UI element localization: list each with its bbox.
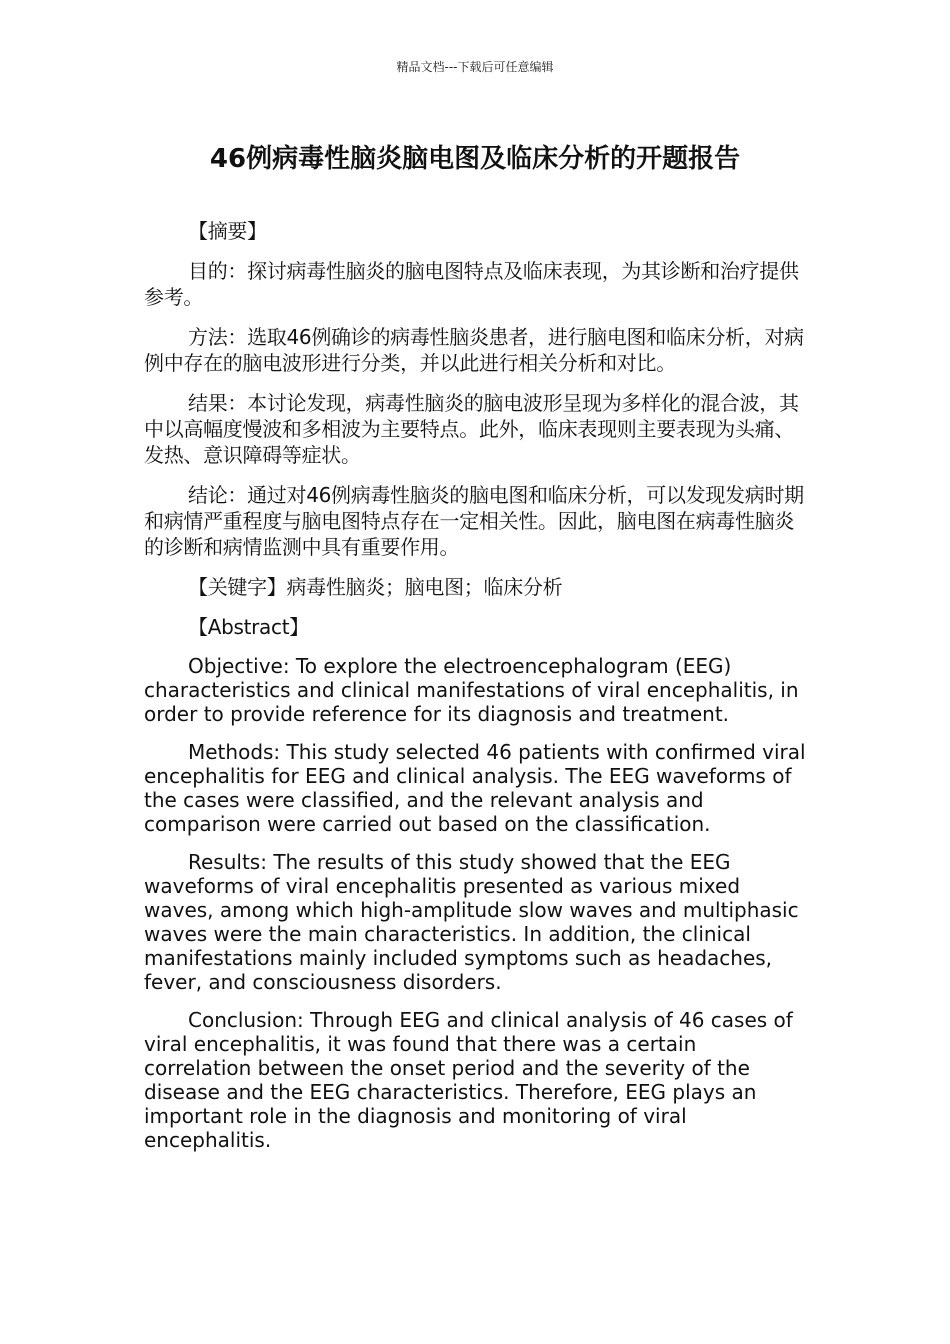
en-conclusion-paragraph: Conclusion: Through EEG and clinical analysis of 46 cases of viral encephalitis, it was found that there was a certain correlation between the onset period and the severity of the disease and the EEG characteristics. Therefore, EEG plays an important role in the diagnosis and monitoring of viral encephalitis. [144, 1008, 793, 1152]
zh-abstract-heading: 【摘要】 [188, 219, 267, 243]
zh-methods-paragraph: 方法：选取46例确诊的病毒性脑炎患者，进行脑电图和临床分析，对病例中存在的脑电波形进行分类，并以此进行相关分析和对比。 [144, 325, 804, 375]
zh-objective-paragraph: 目的：探讨病毒性脑炎的脑电图特点及临床表现，为其诊断和治疗提供参考。 [144, 259, 799, 309]
zh-conclusion-paragraph: 结论：通过对46例病毒性脑炎的脑电图和临床分析，可以发现发病时期和病情严重程度与脑电图特点存在一定相关性。因此，脑电图在病毒性脑炎的诊断和病情监测中具有重要作用。 [144, 483, 804, 559]
en-methods-paragraph: Methods: This study selected 46 patients with confirmed viral encephalitis for EEG and clinical analysis. The EEG waveforms of the cases were classified, and the relevant analysis and comparison were carried out based on the classification. [144, 740, 806, 836]
zh-keywords: 【关键字】病毒性脑炎；脑电图；临床分析 [188, 575, 563, 599]
en-objective-paragraph: Objective: To explore the electroencephalogram (EEG) characteristics and clinical manifestations of viral encephalitis, in order to provide reference for its diagnosis and treatment. [144, 654, 799, 726]
en-abstract-heading: 【Abstract】 [188, 615, 309, 639]
document-body [144, 218, 808, 1166]
en-results-paragraph: Results: The results of this study showed that the EEG waveforms of viral encephalitis presented as various mixed waves, among which high-amplitude slow waves and multiphasic waves were the main characteristics. In addition, the clinical manifestations mainly included symptoms such as headaches, fever, and consciousness disorders. [144, 850, 799, 994]
zh-results-paragraph: 结果：本讨论发现，病毒性脑炎的脑电波形呈现为多样化的混合波，其中以高幅度慢波和多相波为主要特点。此外，临床表现则主要表现为头痛、发热、意识障碍等症状。 [144, 391, 799, 467]
header-note: 精品文档---下载后可任意编辑 [396, 60, 554, 74]
document-title: 46例病毒性脑炎脑电图及临床分析的开题报告 [209, 144, 741, 174]
